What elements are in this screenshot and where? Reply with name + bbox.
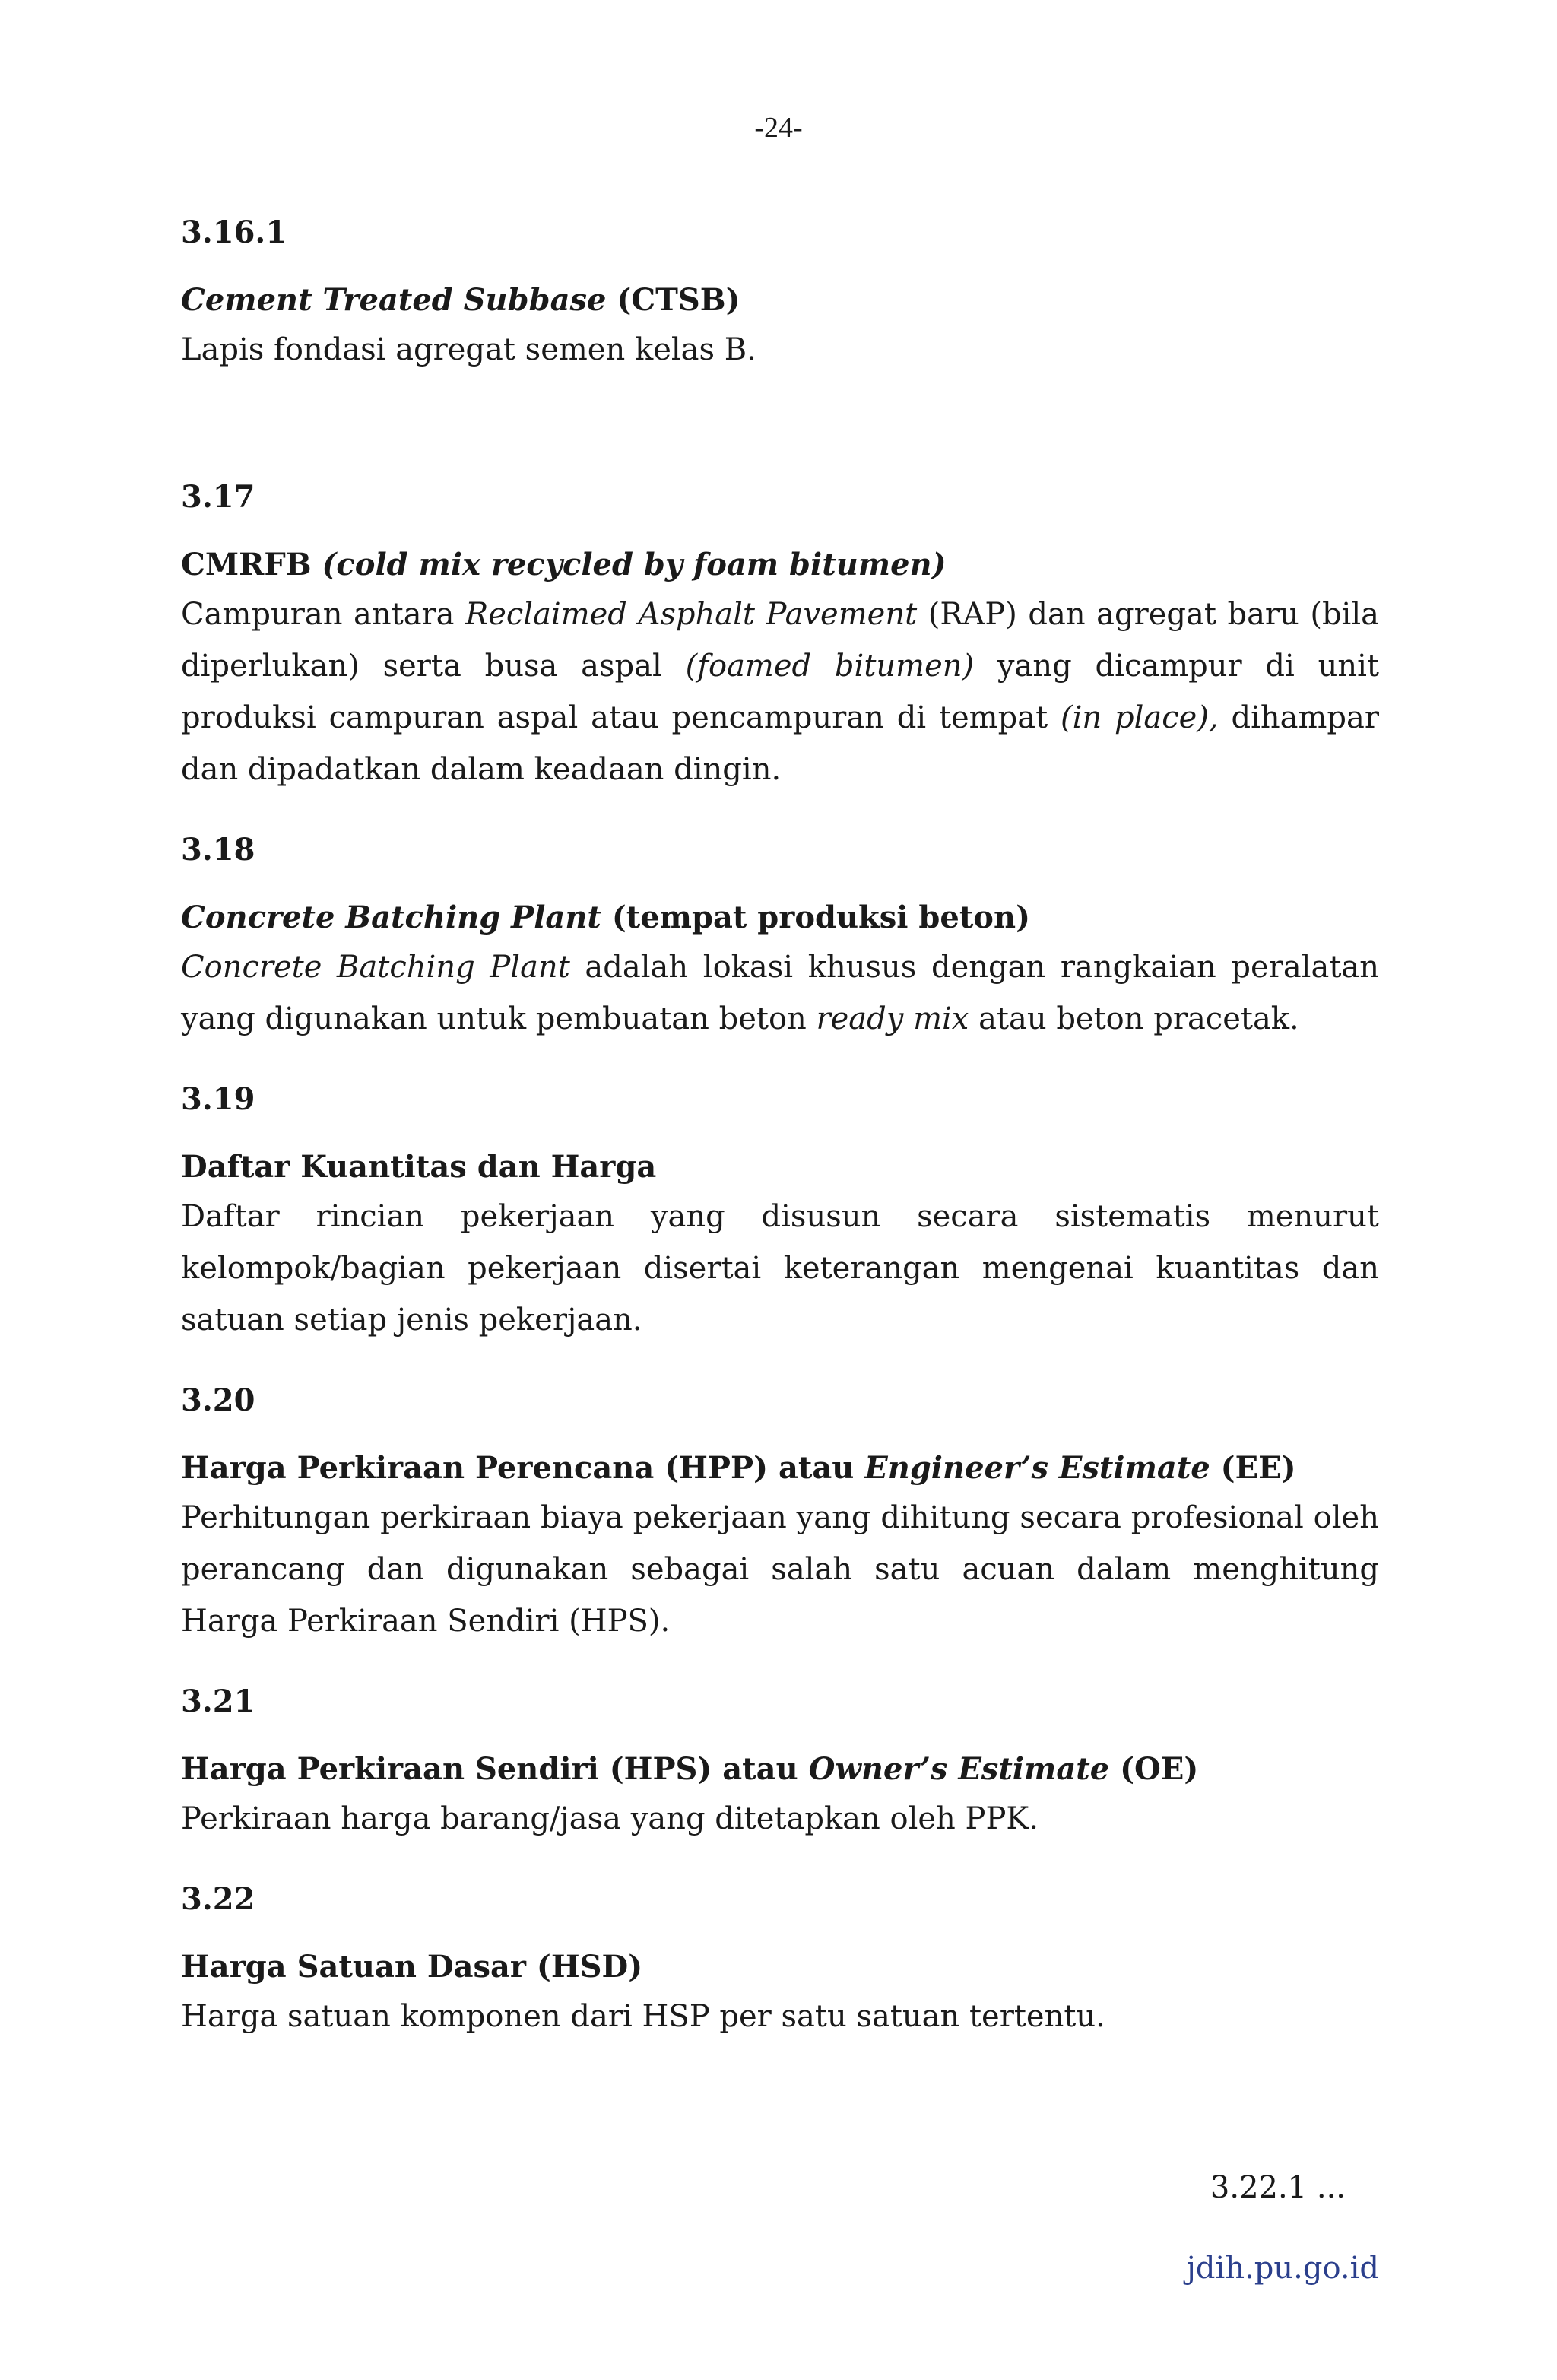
section-term: Daftar Kuantitas dan Harga bbox=[181, 1149, 657, 1185]
section-number: 3.19 bbox=[181, 1081, 255, 1117]
section-3-16-1 bbox=[181, 210, 1379, 376]
section-term: Harga Perkiraan Perencana (HPP) atau Engineer’s Estimate (EE) bbox=[181, 1450, 1296, 1486]
jdih-website-link[interactable]: jdih.pu.go.id bbox=[1186, 2251, 1379, 2286]
section-definition: Perkiraan harga barang/jasa yang ditetapkan oleh PPK. bbox=[181, 1801, 1039, 1836]
section-term: Harga Perkiraan Sendiri (HPS) atau Owner’s Estimate (OE) bbox=[181, 1751, 1199, 1787]
section-number: 3.20 bbox=[181, 1382, 255, 1418]
section-definition: Lapis fondasi agregat semen kelas B. bbox=[181, 332, 756, 367]
section-3-21 bbox=[181, 1679, 1379, 1845]
section-number: 3.16.1 bbox=[181, 214, 287, 250]
section-definition: Perhitungan perkiraan biaya pekerjaan yang dihitung secara profesional oleh perancang dan digunakan sebagai salah satu acuan dalam menghitung Harga Perkiraan Sendiri (HPS). bbox=[181, 1500, 1379, 1639]
section-definition: Harga satuan komponen dari HSP per satu satuan tertentu. bbox=[181, 1999, 1105, 2034]
section-3-22 bbox=[181, 1877, 1379, 2042]
section-number: 3.17 bbox=[181, 479, 255, 515]
continuation-marker: 3.22.1 ... bbox=[1210, 2170, 1346, 2205]
section-term: Harga Satuan Dasar (HSD) bbox=[181, 1949, 643, 1985]
document-content bbox=[181, 210, 1379, 2042]
section-3-18 bbox=[181, 827, 1379, 1045]
section-definition: Concrete Batching Plant adalah lokasi khusus dengan rangkaian peralatan yang digunakan untuk pembuatan beton ready mix atau beton pracetak. bbox=[181, 950, 1379, 1036]
section-definition: Daftar rincian pekerjaan yang disusun secara sistematis menurut kelompok/bagian pekerjaan disertai keterangan mengenai kuantitas dan satuan setiap jenis pekerjaan. bbox=[181, 1199, 1379, 1338]
section-definition: Campuran antara Reclaimed Asphalt Pavement (RAP) dan agregat baru (bila diperlukan) serta busa aspal (foamed bitumen) yang dicampur di unit produksi campuran aspal atau pencampuran di tempat (in place), dihampar dan dipadatkan dalam keadaan dingin. bbox=[181, 597, 1380, 787]
section-number: 3.21 bbox=[181, 1683, 255, 1719]
section-term: CMRFB (cold mix recycled by foam bitumen) bbox=[181, 547, 947, 582]
section-3-19 bbox=[181, 1077, 1379, 1346]
section-term: Cement Treated Subbase (CTSB) bbox=[181, 282, 740, 318]
section-number: 3.18 bbox=[181, 832, 255, 868]
section-3-20 bbox=[181, 1378, 1379, 1647]
section-3-17 bbox=[181, 474, 1379, 795]
section-number: 3.22 bbox=[181, 1881, 255, 1917]
page-number: -24- bbox=[754, 112, 803, 144]
section-term: Concrete Batching Plant (tempat produksi beton) bbox=[181, 900, 1030, 935]
